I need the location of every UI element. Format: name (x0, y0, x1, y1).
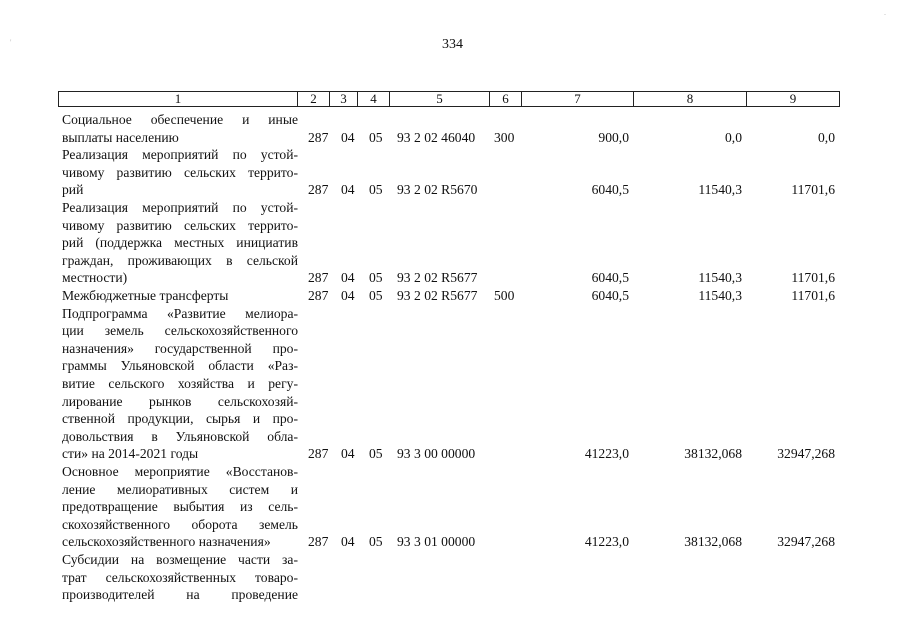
description-line: назначения» государственной про- (62, 340, 298, 356)
table-cell-c7: 6040,5 (591, 182, 629, 198)
description-line: ции земель сельскохозяйственного (62, 323, 298, 339)
description-line: сти» на 2014-2021 годы (62, 446, 199, 462)
table-cell-c4: 05 (369, 182, 383, 198)
description-line: довольствия в Ульяновской обла- (62, 428, 298, 444)
table-cell-c7: 6040,5 (591, 270, 629, 286)
table-cell-c5: 93 2 02 R5677 (397, 288, 478, 303)
table-cell-c8: 38132,068 (684, 534, 742, 550)
header-col-5: 5 (390, 91, 490, 107)
page-number: 334 (442, 37, 463, 52)
description-line: граммы Ульяновской области «Раз- (62, 358, 298, 374)
description-line: ление мелиоративных систем и (62, 481, 298, 497)
description-line: скохозяйственного оборота земель (62, 516, 298, 532)
description-line: граждан, проживающих в сельской (62, 252, 298, 268)
table-cell-c4: 05 (369, 270, 383, 286)
description-line: лирование рынков сельскохозяй- (62, 393, 298, 409)
description-line: Реализация мероприятий по устой- (62, 147, 298, 163)
table-cell-c3: 04 (341, 270, 355, 286)
table-cell-c3: 04 (341, 288, 355, 303)
table-cell-c8: 11540,3 (698, 288, 742, 303)
table-cell-c6: 300 (494, 129, 515, 145)
table-cell-c2: 287 (308, 288, 329, 303)
table-cell-c3: 04 (341, 129, 355, 145)
table-cell-c9: 11701,6 (791, 270, 835, 286)
description-line: Основное мероприятие «Восстанов- (62, 464, 298, 479)
table-cell-c8: 11540,3 (698, 182, 742, 198)
table-cell-c8: 0,0 (725, 129, 742, 145)
table-cell-c4: 05 (369, 534, 383, 550)
description-line: местности) (62, 270, 128, 286)
table-cell-c2: 287 (308, 129, 329, 145)
header-col-8: 8 (634, 91, 747, 107)
table-cell-c4: 05 (369, 446, 383, 462)
description-line: витие сельского хозяйства и регу- (62, 376, 298, 391)
table-cell-c2: 287 (308, 446, 329, 462)
table-cell-c9: 0,0 (818, 129, 835, 145)
table-cell-c9: 32947,268 (777, 446, 835, 462)
header-col-4: 4 (358, 91, 390, 107)
description-line: производителей на проведение (62, 587, 298, 603)
scan-artifact: . (884, 8, 886, 17)
table-cell-c9: 32947,268 (777, 534, 835, 550)
table-cell-c2: 287 (308, 182, 329, 198)
table-cell-c5: 93 2 02 46040 (397, 129, 476, 145)
header-col-1: 1 (58, 91, 298, 107)
table-cell-c7: 900,0 (598, 129, 629, 145)
description-line: ственной продукции, сырья и про- (62, 411, 298, 427)
table-cell-c5: 93 2 02 R5670 (397, 182, 478, 198)
description-line: рий (поддержка местных инициатив (62, 235, 298, 251)
table-cell-c9: 11701,6 (791, 182, 835, 198)
description-line: чивому развитию сельских террито- (62, 217, 298, 233)
table-cell-c4: 05 (369, 129, 383, 145)
table-header-row (58, 91, 840, 107)
table-cell-c5: 93 3 01 00000 (397, 534, 476, 550)
table-cell-c2: 287 (308, 270, 329, 286)
table-cell-c9: 11701,6 (791, 288, 835, 303)
description-line: предотвращение выбытия из сель- (62, 499, 298, 515)
table-cell-c7: 41223,0 (584, 446, 629, 462)
table-cell-c5: 93 3 00 00000 (397, 446, 476, 462)
table-cell-c3: 04 (341, 446, 355, 462)
table-cell-c3: 04 (341, 182, 355, 198)
description-line: Реализация мероприятий по устой- (62, 200, 298, 215)
table-cell-c3: 04 (341, 534, 355, 550)
header-col-9: 9 (747, 91, 840, 107)
table-cell-c4: 05 (369, 288, 383, 303)
table-cell-c6: 500 (494, 288, 515, 303)
table-cell-c5: 93 2 02 R5677 (397, 270, 478, 286)
header-col-3: 3 (330, 91, 358, 107)
description-line: Субсидии на возмещение части за- (62, 552, 298, 567)
table-cell-c7: 6040,5 (591, 288, 629, 303)
scan-artifact: ' (10, 38, 12, 47)
table-cell-c7: 41223,0 (584, 534, 629, 550)
table-cell-c2: 287 (308, 534, 329, 550)
description-line: чивому развитию сельских террито- (62, 164, 298, 180)
header-col-2: 2 (298, 91, 330, 107)
description-line: рий (62, 182, 84, 198)
description-line: сельскохозяйственного назначения» (62, 534, 271, 550)
header-col-6: 6 (490, 91, 522, 107)
description-line: Социальное обеспечение и иные (62, 112, 298, 127)
description-line: Межбюджетные трансферты (62, 288, 229, 303)
header-col-7: 7 (522, 91, 634, 107)
table-cell-c8: 11540,3 (698, 270, 742, 286)
description-line: трат сельскохозяйственных товаро- (62, 569, 298, 585)
description-line: выплаты населению (62, 129, 179, 145)
description-line: Подпрограмма «Развитие мелиора- (62, 305, 298, 321)
table-cell-c8: 38132,068 (684, 446, 742, 462)
